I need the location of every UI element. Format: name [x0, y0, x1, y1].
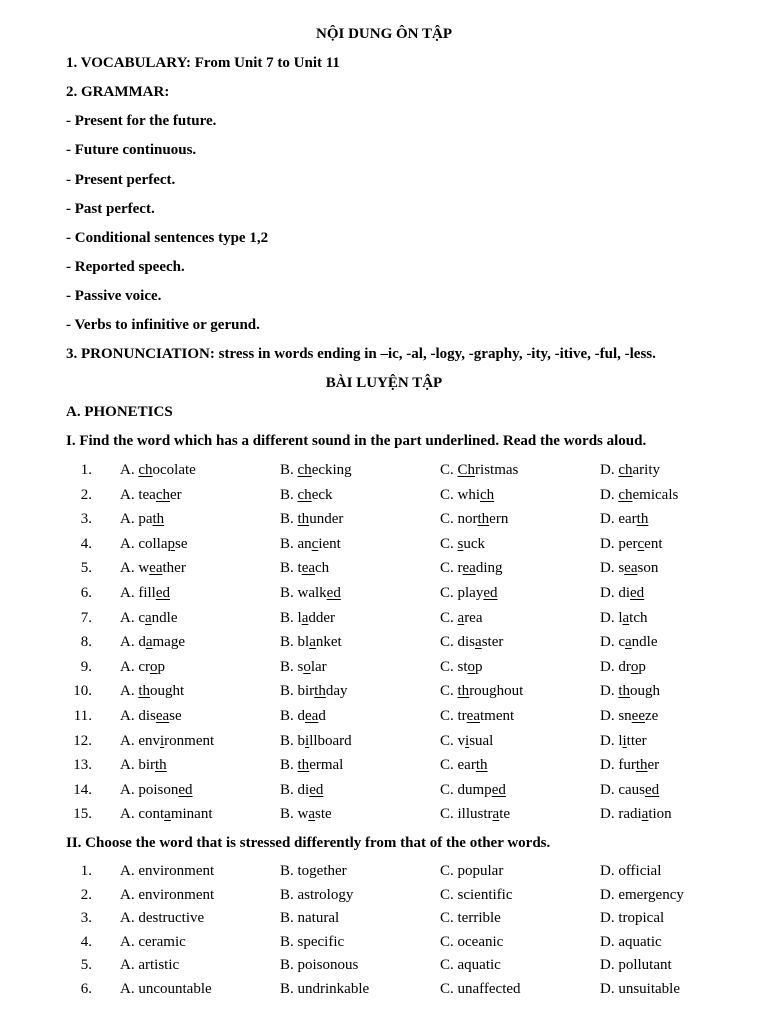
- answer-option: B. thermal: [280, 757, 344, 774]
- question-number: 4.: [80, 535, 92, 552]
- underlined-part: ea: [305, 708, 319, 724]
- question-number: 2.: [80, 486, 92, 503]
- answer-option: B. teach: [280, 560, 330, 577]
- answer-option: B. died: [280, 781, 324, 798]
- answer-option: C. oceanic: [440, 933, 504, 950]
- answer-option: A. uncountable: [120, 980, 212, 997]
- underlined-part: th: [155, 757, 167, 774]
- answer-option: A. poisoned: [120, 781, 193, 798]
- underlined-part: a: [492, 806, 500, 823]
- underlined-part: ch: [618, 462, 633, 478]
- question-row: [0, 804, 768, 824]
- question-number: 5.: [80, 560, 92, 577]
- underlined-part: a: [309, 634, 316, 651]
- answer-option: C. earth: [440, 757, 488, 774]
- answer-option: C. visual: [440, 732, 494, 749]
- underlined-part: i: [465, 732, 470, 749]
- question-row: [0, 955, 768, 975]
- underlined-part: ee: [631, 708, 645, 724]
- question-number: 2.: [80, 886, 92, 903]
- part1-instruction: I. Find the word which has a different sound in the part underlined. Read the words aloud.: [66, 433, 647, 449]
- question-row: [0, 932, 768, 952]
- pronunciation-line: 3. PRONUNCIATION: stress in words ending in –ic, -al, -logy, -graphy, -ity, -itive, -ful, -less.: [66, 346, 656, 362]
- answer-option: B. waste: [280, 806, 332, 823]
- underlined-part: o: [303, 658, 311, 675]
- underlined-part: a: [145, 609, 152, 626]
- underlined-part: a: [622, 609, 630, 626]
- question-number: 15.: [73, 806, 92, 823]
- question-row: [0, 460, 768, 480]
- underlined-part: ch: [297, 486, 312, 503]
- answer-option: D. caused: [600, 781, 660, 798]
- underlined-part: ed: [491, 781, 506, 798]
- question-number: 6.: [80, 585, 92, 601]
- answer-option: C. dumped: [440, 781, 506, 798]
- underlined-part: c: [637, 535, 645, 552]
- answer-option: A. destructive: [120, 910, 205, 926]
- answer-option: D. aquatic: [600, 933, 662, 950]
- question-row: [0, 706, 768, 726]
- answer-option: A. filled: [120, 585, 171, 601]
- underlined-part: ch: [155, 486, 170, 503]
- underlined-part: th: [297, 511, 310, 528]
- answer-option: D. drop: [600, 658, 646, 675]
- question-row: [0, 657, 768, 677]
- answer-option: B. birthday: [280, 683, 348, 700]
- practice-title: BÀI LUYỆN TẬP: [325, 375, 443, 391]
- answer-option: C. treatment: [440, 708, 515, 724]
- answer-option: D. percent: [600, 535, 663, 552]
- underlined-part: Ch: [457, 462, 476, 478]
- underlined-part: a: [457, 609, 465, 626]
- answer-option: D. unsuitable: [600, 980, 680, 997]
- question-row: [0, 755, 768, 775]
- question-row: [0, 583, 768, 603]
- part2-instruction: II. Choose the word that is stressed differently from that of the other words.: [66, 835, 551, 851]
- underlined-part: ch: [138, 462, 153, 478]
- question-row: [0, 485, 768, 505]
- answer-option: D. chemicals: [600, 486, 679, 503]
- underlined-part: a: [164, 806, 171, 823]
- question-row: [0, 681, 768, 701]
- answer-option: C. reading: [440, 560, 503, 577]
- grammar-item: - Verbs to infinitive or gerund.: [66, 317, 260, 333]
- grammar-item: - Present perfect.: [66, 172, 176, 188]
- answer-option: C. throughout: [440, 683, 524, 700]
- underlined-part: c: [311, 535, 319, 552]
- answer-option: A. environment: [120, 863, 215, 879]
- answer-option: A. birth: [120, 757, 167, 774]
- answer-option: B. together: [280, 863, 347, 879]
- answer-option: A. artistic: [120, 957, 180, 973]
- underlined-part: th: [477, 511, 490, 528]
- answer-option: B. thunder: [280, 511, 344, 528]
- answer-option: A. weather: [120, 560, 186, 577]
- grammar-item: - Conditional sentences type 1,2: [66, 230, 269, 246]
- question-number: 1.: [80, 863, 92, 879]
- underlined-part: a: [475, 634, 482, 651]
- underlined-part: ea: [624, 560, 638, 577]
- underlined-part: th: [297, 757, 310, 774]
- underlined-part: th: [475, 757, 488, 774]
- grammar-item: - Passive voice.: [66, 288, 162, 304]
- underlined-part: ea: [466, 708, 480, 724]
- question-row: [0, 558, 768, 578]
- underlined-part: ch: [297, 462, 312, 478]
- question-row: [0, 731, 768, 751]
- underlined-part: th: [635, 757, 648, 774]
- answer-option: A. environment: [120, 732, 215, 749]
- answer-option: B. solar: [280, 658, 327, 675]
- answer-option: D. emergency: [600, 886, 684, 903]
- answer-option: D. litter: [600, 732, 647, 749]
- answer-option: B. blanket: [280, 634, 342, 651]
- answer-option: A. disease: [120, 708, 182, 724]
- answer-option: C. stop: [440, 658, 483, 675]
- underlined-part: a: [145, 634, 153, 651]
- underlined-part: th: [152, 511, 165, 528]
- answer-option: C. unaffected: [440, 980, 521, 997]
- underlined-part: ea: [301, 560, 316, 577]
- underlined-part: a: [308, 806, 316, 823]
- answer-option: C. northern: [440, 511, 509, 528]
- grammar-item: - Present for the future.: [66, 113, 217, 129]
- question-row: [0, 861, 768, 881]
- answer-option: D. earth: [600, 511, 649, 528]
- question-row: [0, 608, 768, 628]
- answer-option: B. poisonous: [280, 957, 359, 973]
- answer-option: C. illustrate: [440, 806, 511, 823]
- grammar-item: - Reported speech.: [66, 259, 185, 275]
- question-number: 12.: [73, 732, 92, 749]
- answer-option: B. walked: [280, 585, 341, 601]
- answer-option: D. charity: [600, 462, 661, 478]
- answer-option: D. further: [600, 757, 660, 774]
- answer-option: B. billboard: [280, 732, 352, 749]
- vocabulary-line: 1. VOCABULARY: From Unit 7 to Unit 11: [66, 55, 340, 71]
- question-number: 9.: [80, 658, 92, 675]
- underlined-part: a: [641, 806, 649, 823]
- grammar-heading: 2. GRAMMAR:: [66, 84, 170, 100]
- underlined-part: o: [467, 658, 476, 675]
- question-number: 11.: [73, 708, 92, 724]
- answer-option: A. path: [120, 511, 165, 528]
- grammar-item: - Future continuous.: [66, 142, 197, 158]
- question-row: [0, 979, 768, 999]
- underlined-part: ed: [309, 781, 324, 798]
- question-row: [0, 534, 768, 554]
- answer-option: C. popular: [440, 863, 504, 879]
- answer-option: C. aquatic: [440, 957, 501, 973]
- question-number: 10.: [73, 683, 92, 700]
- answer-option: A. ceramic: [120, 933, 186, 950]
- answer-option: C. scientific: [440, 886, 513, 903]
- question-number: 14.: [73, 781, 92, 798]
- underlined-part: o: [630, 658, 639, 675]
- answer-option: B. undrinkable: [280, 980, 370, 997]
- underlined-part: i: [622, 732, 627, 749]
- answer-option: C. Christmas: [440, 462, 519, 478]
- answer-option: A. environment: [120, 886, 215, 903]
- answer-option: C. played: [440, 585, 498, 601]
- answer-option: C. disaster: [440, 634, 504, 651]
- underlined-part: ed: [483, 585, 498, 601]
- answer-option: D. though: [600, 683, 661, 700]
- underlined-part: th: [636, 511, 649, 528]
- answer-option: C. suck: [440, 535, 486, 552]
- underlined-part: ea: [149, 560, 163, 577]
- answer-option: B. astrology: [280, 886, 354, 903]
- answer-option: D. candle: [600, 634, 658, 651]
- answer-option: A. candle: [120, 609, 178, 626]
- answer-option: A. crop: [120, 658, 165, 675]
- answer-option: C. terrible: [440, 910, 501, 926]
- underlined-part: ed: [645, 781, 660, 798]
- answer-option: B. natural: [280, 910, 340, 926]
- answer-option: D. season: [600, 560, 659, 577]
- document-title: NỘI DUNG ÔN TẬP: [316, 26, 452, 42]
- underlined-part: ed: [178, 781, 193, 798]
- underlined-part: o: [150, 658, 158, 675]
- answer-option: C. which: [440, 486, 495, 503]
- question-number: 3.: [80, 511, 92, 528]
- underlined-part: i: [305, 732, 310, 749]
- underlined-part: p: [167, 535, 175, 552]
- underlined-part: ed: [630, 585, 645, 601]
- answer-option: A. teacher: [120, 486, 182, 503]
- question-row: [0, 885, 768, 905]
- question-row: [0, 780, 768, 800]
- answer-option: A. chocolate: [120, 462, 196, 478]
- underlined-part: s: [457, 535, 464, 552]
- answer-option: D. died: [600, 585, 645, 601]
- answer-option: B. specific: [280, 933, 345, 950]
- question-row: [0, 632, 768, 652]
- question-number: 4.: [80, 933, 92, 950]
- underlined-part: th: [314, 683, 326, 700]
- question-number: 3.: [80, 910, 92, 926]
- answer-option: D. sneeze: [600, 708, 659, 724]
- answer-option: C. area: [440, 609, 483, 626]
- underlined-part: i: [160, 732, 165, 749]
- answer-option: B. check: [280, 486, 333, 503]
- question-number: 7.: [80, 609, 92, 626]
- answer-option: A. contaminant: [120, 806, 213, 823]
- grammar-item: - Past perfect.: [66, 201, 155, 217]
- question-number: 6.: [80, 980, 92, 997]
- underlined-part: th: [138, 683, 151, 700]
- underlined-part: ed: [326, 585, 341, 601]
- answer-option: B. checking: [280, 462, 352, 478]
- answer-option: A. thought: [120, 683, 185, 700]
- question-row: [0, 509, 768, 529]
- answer-option: D. official: [600, 863, 662, 879]
- underlined-part: a: [625, 634, 632, 651]
- question-number: 5.: [80, 957, 92, 973]
- answer-option: B. ladder: [280, 609, 336, 626]
- underlined-part: a: [301, 609, 309, 626]
- question-number: 13.: [73, 757, 92, 774]
- answer-option: D. pollutant: [600, 957, 672, 973]
- question-number: 8.: [80, 634, 92, 651]
- question-number: 1.: [80, 462, 92, 478]
- answer-option: D. radiation: [600, 806, 672, 823]
- underlined-part: ea: [155, 708, 170, 724]
- answer-option: B. dead: [280, 708, 326, 724]
- underlined-part: th: [618, 683, 631, 700]
- answer-option: D. latch: [600, 609, 648, 626]
- answer-option: A. damage: [120, 634, 185, 651]
- section-a-heading: A. PHONETICS: [66, 404, 173, 420]
- underlined-part: ea: [462, 560, 476, 577]
- underlined-part: ed: [155, 585, 171, 601]
- answer-option: D. tropical: [600, 910, 665, 926]
- answer-option: B. ancient: [280, 535, 341, 552]
- answer-option: A. collapse: [120, 535, 188, 552]
- question-row: [0, 908, 768, 928]
- underlined-part: ch: [618, 486, 633, 503]
- underlined-part: th: [457, 683, 470, 700]
- underlined-part: ch: [480, 486, 495, 503]
